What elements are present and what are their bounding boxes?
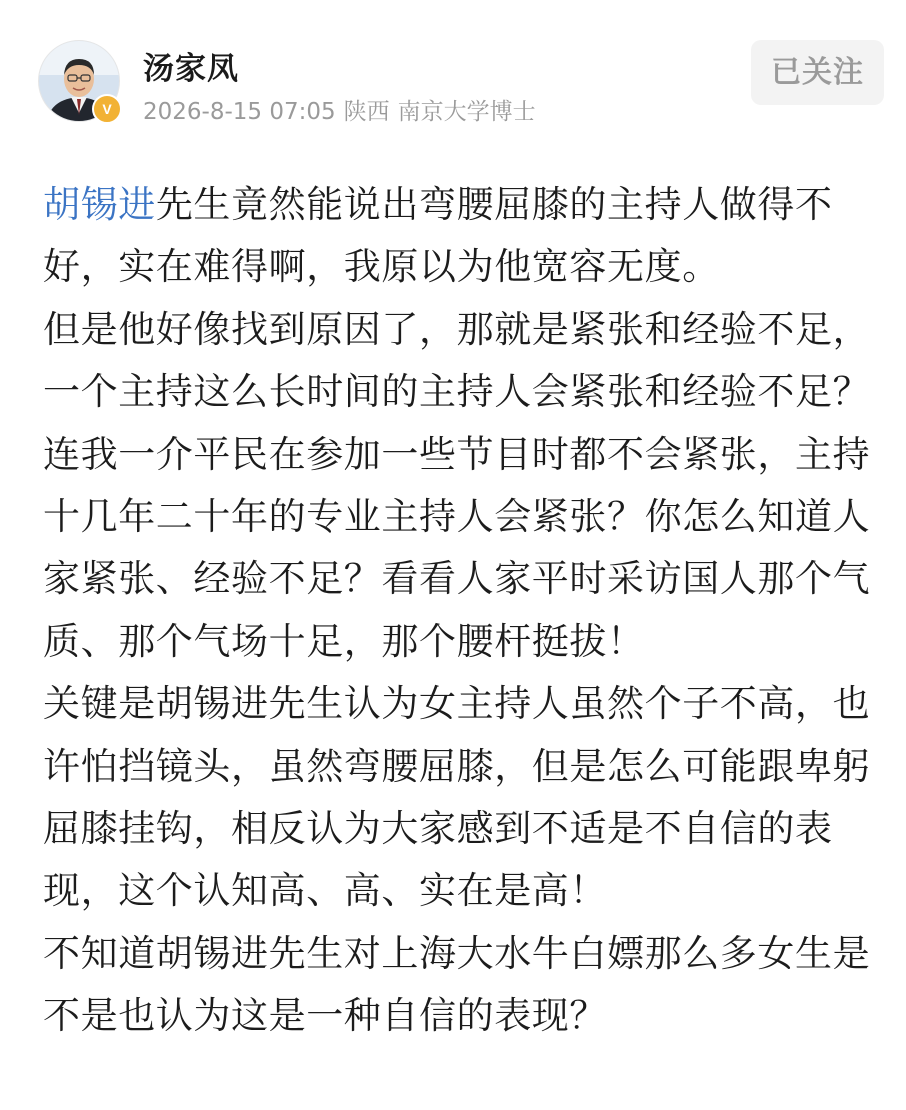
author-name[interactable]: 汤家凤 (143, 51, 239, 87)
verified-v-badge-icon: V (92, 94, 122, 124)
post-location: 陕西 (343, 99, 390, 125)
post-date: 2026-8-15 07:05 (143, 99, 336, 125)
post-paragraph: 不知道胡锡进先生对上海大水牛白嫖那么多女生是不是也认为这是一种自信的表现？ (43, 931, 871, 1038)
mention-link[interactable]: 胡锡进 (43, 183, 156, 226)
author-credential: 南京大学博士 (397, 99, 536, 125)
post-meta (143, 93, 544, 126)
post-content (43, 174, 873, 1048)
avatar[interactable] (38, 40, 120, 122)
post-paragraph (43, 174, 873, 299)
post-header (0, 0, 906, 150)
follow-button[interactable]: 已关注 (751, 40, 884, 105)
post-paragraph: 关键是胡锡进先生认为女主持人虽然个子不高，也许怕挡镜头，虽然弯腰屈膝，但是怎么可能跟卑躬屈膝挂钩，相反认为大家感到不适是不自信的表现，这个认知高、高、实在是高！ (43, 682, 871, 913)
paragraph-text: 先生竟然能说出弯腰屈膝的主持人做得不好，实在难得啊，我原以为他宽容无度。 (43, 183, 833, 289)
post-paragraph: 但是他好像找到原因了，那就是紧张和经验不足，一个主持这么长时间的主持人会紧张和经验不足？连我一介平民在参加一些节目时都不会紧张，主持十几年二十年的专业主持人会紧张？你怎么知道人家紧张、经验不足？看看人家平时采访国人那个气质、那个气场十足，那个腰杆挺拔！ (43, 307, 871, 663)
